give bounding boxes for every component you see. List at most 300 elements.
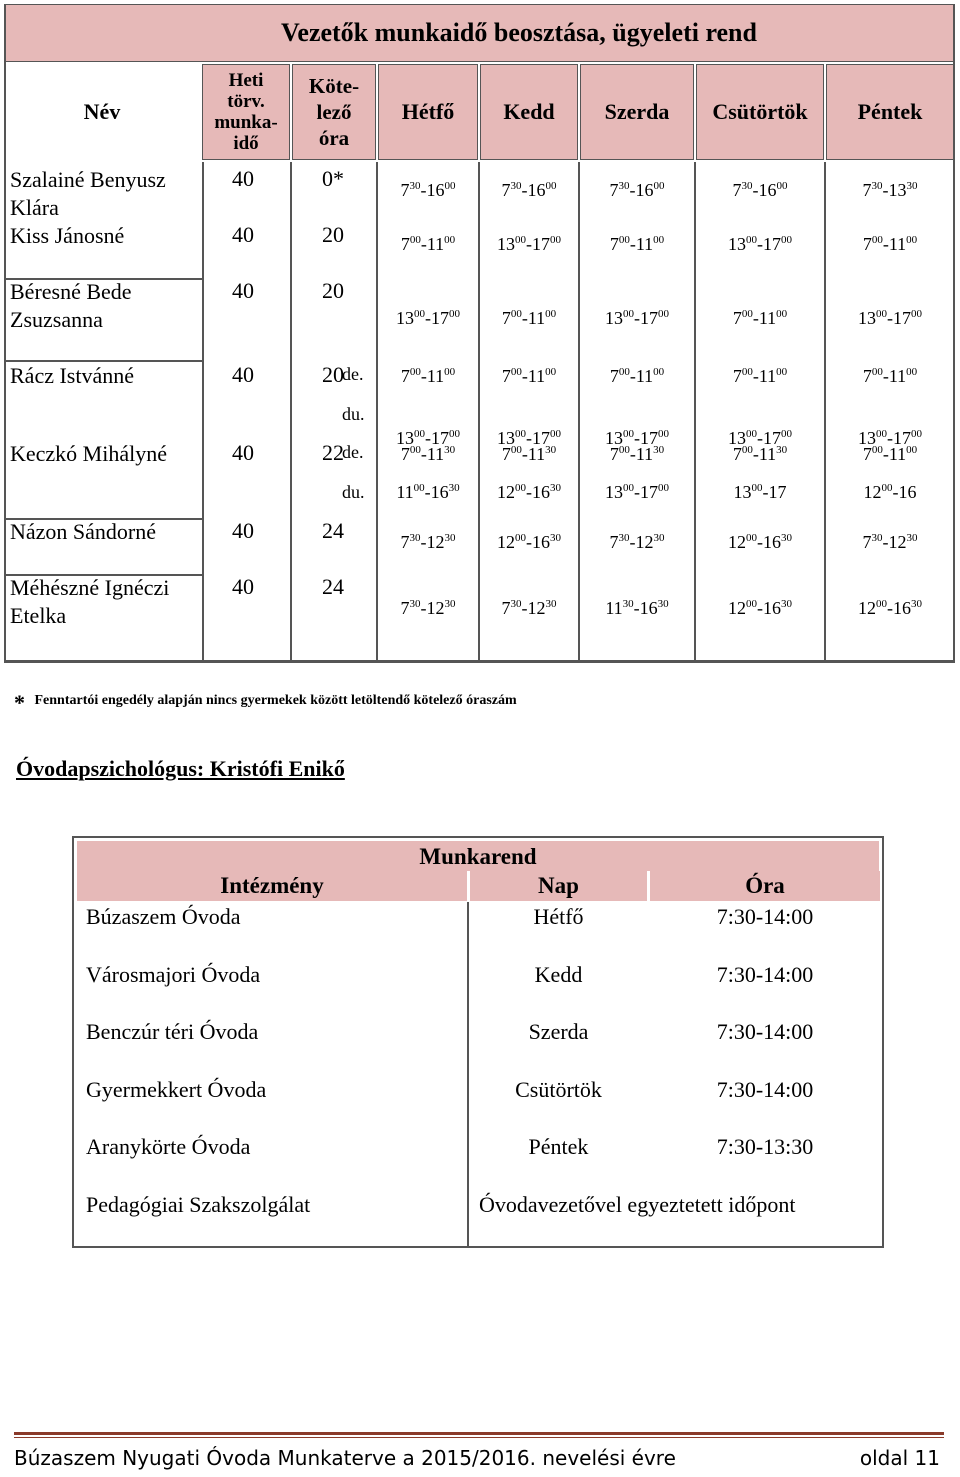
footnote-star: *	[14, 690, 25, 715]
time-cell: $7^{30}-12^{30}$	[400, 532, 456, 552]
time-end-min: 00	[449, 308, 460, 320]
row-heti: 40	[232, 166, 254, 191]
time-start-min: 00	[510, 308, 522, 320]
time-cell: $7^{00}-11^{00}$	[501, 308, 557, 328]
time-end-min: 30	[545, 444, 557, 456]
time-start-min: 00	[618, 366, 630, 378]
header-day-3: Csütörtök	[696, 64, 824, 160]
header-day-1: Kedd	[480, 64, 578, 160]
time-end-min: 00	[545, 308, 557, 320]
time-start-min: 00	[515, 428, 526, 440]
time-end-min: 30	[781, 598, 792, 610]
time-start-min: 00	[515, 532, 526, 544]
time-start-min: 00	[741, 366, 753, 378]
grid-bottom-2	[4, 661, 955, 663]
time-end-hour: 17	[532, 234, 550, 254]
time-start-hour: 13	[497, 428, 515, 448]
time-start-hour: 13	[728, 234, 746, 254]
time-end-min: 30	[906, 180, 918, 192]
munkarend-ora: 7:30-13:30	[716, 1134, 814, 1159]
time-start-min: 00	[871, 444, 883, 456]
time-end-hour: 16	[426, 180, 445, 200]
time-start-min: 00	[618, 234, 630, 246]
time-cell: $7^{00}-11^{00}$	[609, 234, 665, 254]
time-start-min: 00	[409, 234, 421, 246]
time-end-hour: 11	[426, 234, 445, 254]
munkarend-header-ora: Óra	[650, 871, 880, 901]
time-start-min: 00	[413, 482, 425, 494]
time-cell: $12^{00}-16^{30}$	[728, 598, 792, 618]
time-start-min: 00	[871, 234, 883, 246]
time-cell: $7^{30}-12^{30}$	[609, 532, 665, 552]
time-start-min: 00	[510, 366, 522, 378]
time-end-min: 30	[906, 532, 918, 544]
munkarend-header-nap: Nap	[470, 871, 647, 901]
time-start-hour: 7	[400, 180, 410, 200]
time-end-hour: 11	[635, 366, 654, 386]
time-start-min: 00	[741, 308, 753, 320]
time-end-hour: 17	[431, 428, 449, 448]
time-start-hour: 12	[728, 532, 746, 552]
time-start-min: 30	[871, 532, 883, 544]
time-end-hour: 17	[431, 308, 449, 328]
time-end-hour: 16	[532, 482, 550, 502]
time-end-min: 00	[906, 234, 918, 246]
row-name	[10, 362, 134, 390]
time-start-hour: 7	[732, 308, 742, 328]
time-end-hour: 12	[635, 532, 654, 552]
time-cell: $7^{00}-11^{00}$	[862, 366, 918, 386]
munkarend-table	[72, 836, 884, 1248]
time-cell: $11^{30}-16^{30}$	[605, 598, 669, 618]
time-start-hour: 13	[858, 428, 876, 448]
time-end-min: 00	[658, 308, 669, 320]
time-start-hour: 12	[863, 482, 882, 502]
grid-col-4	[578, 162, 580, 662]
time-end-hour: 16	[893, 598, 911, 618]
row-name-line: Klára	[10, 195, 59, 220]
time-cell: $13^{00}-17^{00}$	[605, 308, 669, 328]
time-end-min: 00	[776, 366, 788, 378]
time-end-hour: 17	[640, 482, 658, 502]
time-end-min: 00	[658, 482, 669, 494]
time-end-hour: 12	[426, 598, 445, 618]
time-end-min: 30	[444, 532, 456, 544]
time-end-hour: 17	[532, 428, 550, 448]
time-start-hour: 7	[501, 180, 511, 200]
row-kotelezo: 0*	[322, 166, 344, 191]
time-end-hour: 17	[640, 428, 658, 448]
time-end-min: 00	[906, 366, 918, 378]
time-end-hour: 16	[430, 482, 449, 502]
time-cell: $7^{00}-11^{00}$	[732, 308, 788, 328]
time-end-min: 00	[653, 180, 665, 192]
time-cell: $12^{00}-16^{30}$	[858, 598, 922, 618]
time-end-min: 30	[776, 444, 788, 456]
munkarend-intezmeny: Gyermekkert Óvoda	[86, 1076, 267, 1102]
row-name	[10, 574, 169, 630]
time-cell: $11^{00}-16^{30}$	[396, 482, 460, 502]
footer-page: oldal 11	[859, 1446, 940, 1470]
munkarend-nap: Szerda	[528, 1019, 589, 1044]
time-cell: $7^{00}-11^{30}$	[501, 444, 557, 464]
grid-col-2	[376, 162, 378, 662]
time-end-min: 00	[911, 428, 922, 440]
row-name-line: Rácz Istvánné	[10, 363, 134, 388]
time-end-min: 30	[545, 598, 557, 610]
munkarend-nap: Óvodavezetővel egyeztetett időpont	[479, 1191, 796, 1217]
time-end-hour: 16	[763, 532, 781, 552]
time-start-min: 30	[871, 180, 883, 192]
time-cell: $7^{30}-13^{30}$	[862, 180, 918, 200]
time-start-min: 00	[876, 428, 887, 440]
time-end-min: 00	[653, 366, 665, 378]
time-end-hour: 11	[527, 366, 546, 386]
time-end-min: 30	[911, 598, 922, 610]
time-start-min: 30	[622, 598, 634, 610]
time-start-hour: 13	[396, 428, 414, 448]
time-end-min: 00	[781, 234, 792, 246]
grid-col-5	[694, 162, 696, 662]
time-start-hour: 7	[400, 598, 410, 618]
time-start-hour: 13	[728, 428, 746, 448]
row-ampm: du.	[342, 404, 365, 424]
time-start-hour: 7	[609, 180, 619, 200]
time-cell: $7^{00}-11^{00}$	[862, 444, 918, 464]
time-start-hour: 7	[400, 532, 410, 552]
time-start-hour: 7	[862, 180, 872, 200]
time-end-min: 00	[911, 308, 922, 320]
time-end-hour: 11	[635, 444, 654, 464]
row-ampm: de.	[342, 442, 364, 462]
time-start-hour: 13	[605, 482, 623, 502]
row-name-line: Etelka	[10, 603, 67, 628]
time-start-hour: 11	[605, 598, 623, 618]
time-end-hour: 11	[527, 444, 546, 464]
time-start-hour: 7	[732, 444, 742, 464]
row-heti: 40	[232, 222, 254, 247]
time-start-min: 30	[618, 532, 630, 544]
time-end-min: 30	[550, 482, 561, 494]
munkarend-nap: Kedd	[534, 961, 583, 987]
munkarend-intezmeny: Búzaszem Óvoda	[86, 904, 241, 929]
time-cell: $13^{00}-17^{00}$	[728, 428, 792, 448]
time-start-min: 00	[414, 308, 425, 320]
time-end-hour: 11	[426, 444, 445, 464]
time-end-min: 00	[449, 428, 460, 440]
time-end-hour: 11	[758, 444, 777, 464]
time-start-min: 00	[746, 428, 757, 440]
row-name-line: Kiss Jánosné	[10, 223, 125, 248]
time-end-hour: 17	[893, 308, 911, 328]
time-start-hour: 13	[497, 234, 515, 254]
row-heti: 40	[232, 362, 254, 387]
time-cell: $7^{00}-11^{30}$	[400, 444, 456, 464]
munkarend-divider	[467, 902, 469, 1246]
time-start-hour: 7	[609, 444, 619, 464]
time-cell: $7^{00}-11^{00}$	[501, 366, 557, 386]
row-name-line: Keczkó Mihályné	[10, 441, 167, 466]
time-end-hour: 17	[763, 428, 781, 448]
time-start-hour: 13	[605, 428, 623, 448]
time-start-hour: 11	[396, 482, 414, 502]
time-start-hour: 7	[862, 366, 872, 386]
munkarend-intezmeny: Pedagógiai Szakszolgálat	[86, 1191, 311, 1217]
time-end-min: 00	[658, 428, 669, 440]
munkarend-title: Munkarend	[77, 841, 879, 871]
time-end-hour: 12	[888, 532, 907, 552]
time-start-hour: 7	[501, 444, 511, 464]
time-cell: $7^{30}-12^{30}$	[501, 598, 557, 618]
time-start-hour: 7	[501, 308, 511, 328]
time-start-hour: 7	[501, 366, 511, 386]
time-end-min: 00	[444, 366, 456, 378]
time-end-min: 00	[653, 234, 665, 246]
time-start-min: 00	[515, 482, 526, 494]
munkarend-intezmeny: Városmajori Óvoda	[86, 961, 261, 987]
time-start-min: 00	[746, 234, 757, 246]
grid-col-6	[824, 162, 826, 662]
time-start-min: 30	[409, 598, 421, 610]
time-start-min: 30	[510, 180, 522, 192]
grid-col-1	[290, 162, 292, 662]
schedule-title: Vezetők munkaidő beosztása, ügyeleti rend	[4, 4, 954, 62]
time-cell: $7^{00}-11^{30}$	[732, 444, 788, 464]
time-end-hour: 11	[527, 308, 546, 328]
time-start-min: 00	[515, 234, 526, 246]
time-start-min: 00	[881, 482, 893, 494]
time-end-min: 30	[657, 598, 669, 610]
time-cell: $7^{30}-12^{30}$	[400, 598, 456, 618]
time-end-hour: 16	[532, 532, 550, 552]
time-cell: $7^{30}-16^{00}$	[501, 180, 557, 200]
time-end-hour: 11	[635, 234, 654, 254]
time-start-min: 00	[751, 482, 763, 494]
time-end-hour: 12	[426, 532, 445, 552]
header-heti: Heti törv. munka- idő	[202, 64, 290, 160]
time-cell: $12^{00}-16^{30}$	[497, 482, 561, 502]
row-kotelezo: 22	[322, 440, 344, 465]
row-name	[10, 440, 167, 468]
time-end-hour: 17	[640, 308, 658, 328]
time-cell: $13^{00}-17^{00}$	[858, 428, 922, 448]
time-start-hour: 12	[728, 598, 746, 618]
time-cell: $7^{00}-11^{00}$	[862, 234, 918, 254]
time-start-min: 00	[741, 444, 753, 456]
row-kotelezo: 20	[322, 362, 344, 387]
time-end-hour: 16	[763, 598, 781, 618]
time-start-hour: 7	[400, 366, 410, 386]
time-start-hour: 7	[862, 444, 872, 464]
time-start-hour: 7	[501, 598, 511, 618]
time-end-min: 00	[781, 428, 792, 440]
time-start-hour: 7	[400, 234, 410, 254]
munkarend-intezmeny: Benczúr téri Óvoda	[86, 1019, 259, 1044]
time-cell: $12^{00}-16^{30}$	[728, 532, 792, 552]
time-cell: $7^{00}-11^{00}$	[609, 366, 665, 386]
munkarend-ora: 7:30-14:00	[716, 1076, 814, 1102]
time-start-hour: 7	[732, 180, 742, 200]
time-start-hour: 7	[862, 532, 872, 552]
header-day-0: Hétfő	[378, 64, 478, 160]
munkarend-ora: 7:30-14:00	[716, 961, 814, 987]
time-start-min: 30	[618, 180, 630, 192]
header-kotelezo: Köte- lező óra	[292, 64, 376, 160]
footer-rule-thin	[14, 1437, 944, 1438]
time-cell: $13^{00}-17^{00}$	[396, 308, 460, 328]
munkarend-nap: Hétfő	[533, 904, 584, 929]
row-name-line: Szalainé Benyusz	[10, 167, 166, 192]
time-start-hour: 7	[609, 532, 619, 552]
time-start-hour: 12	[497, 532, 515, 552]
time-end-hour: 16	[898, 482, 917, 502]
psychologist-heading: Óvodapszichológus: Kristófi Enikő	[16, 756, 345, 781]
time-cell: $13^{00}-17^{00}$	[396, 428, 460, 448]
time-start-min: 00	[746, 598, 757, 610]
time-end-min: 00	[444, 234, 456, 246]
time-start-hour: 7	[862, 234, 872, 254]
header-day-2: Szerda	[580, 64, 694, 160]
time-end-hour: 12	[527, 598, 546, 618]
row-name	[10, 222, 124, 250]
time-cell: $12^{00}-16^{30}$	[497, 532, 561, 552]
grid-left	[4, 4, 6, 662]
time-start-min: 30	[741, 180, 753, 192]
row-heti: 40	[232, 278, 254, 303]
time-start-min: 00	[414, 428, 425, 440]
time-end-min: 30	[444, 598, 456, 610]
time-end-min: 30	[448, 482, 460, 494]
time-end-min: 00	[776, 180, 788, 192]
row-kotelezo: 24	[322, 518, 344, 543]
row-name-line: Méhészné Ignéczi	[10, 575, 170, 600]
time-end-hour: 16	[527, 180, 546, 200]
time-cell: $13^{00}-17^{00}$	[605, 428, 669, 448]
time-start-min: 00	[876, 308, 887, 320]
time-end-hour: 13	[888, 180, 907, 200]
time-end-hour: 16	[635, 180, 654, 200]
row-kotelezo: 20	[322, 222, 344, 247]
time-start-min: 00	[623, 428, 634, 440]
time-end-hour: 11	[888, 444, 907, 464]
time-start-hour: 7	[400, 444, 410, 464]
time-end-min: 00	[545, 366, 557, 378]
time-start-hour: 13	[396, 308, 414, 328]
time-start-min: 00	[623, 482, 634, 494]
row-ampm: de.	[342, 364, 364, 384]
time-cell: $7^{00}-11^{30}$	[609, 444, 665, 464]
time-start-hour: 7	[609, 366, 619, 386]
time-end-hour: 16	[639, 598, 658, 618]
grid-col-0	[202, 162, 204, 662]
munkarend-ora: 7:30-14:00	[716, 904, 814, 929]
time-cell: $13^{00}-17^{00}$	[497, 428, 561, 448]
munkarend-nap: Csütörtök	[515, 1076, 602, 1102]
time-end-min: 30	[653, 532, 665, 544]
grid-col-3	[478, 162, 480, 662]
time-cell: $13^{00}-17$	[733, 482, 787, 502]
time-start-min: 00	[409, 444, 421, 456]
time-end-min: 00	[550, 428, 561, 440]
time-start-hour: 13	[733, 482, 752, 502]
time-end-hour: 11	[758, 366, 777, 386]
time-start-min: 30	[409, 180, 421, 192]
time-cell: $7^{30}-12^{30}$	[862, 532, 918, 552]
time-cell: $7^{00}-11^{00}$	[400, 366, 456, 386]
time-end-hour: 11	[426, 366, 445, 386]
time-cell: $13^{00}-17^{00}$	[497, 234, 561, 254]
time-end-hour: 17	[893, 428, 911, 448]
munkarend-nap: Péntek	[528, 1134, 589, 1159]
time-end-min: 30	[444, 444, 456, 456]
time-start-min: 00	[876, 598, 887, 610]
time-start-min: 00	[871, 366, 883, 378]
time-end-hour: 11	[758, 308, 777, 328]
row-kotelezo: 24	[322, 574, 344, 599]
time-start-min: 00	[409, 366, 421, 378]
time-start-hour: 12	[858, 598, 876, 618]
munkarend-ora: 7:30-14:00	[716, 1019, 814, 1044]
munkarend-header-intezmeny: Intézmény	[77, 871, 467, 901]
row-kotelezo: 20	[322, 278, 344, 303]
footer-left: Búzaszem Nyugati Óvoda Munkaterve a 2015/2016. nevelési évre	[14, 1446, 676, 1470]
time-start-min: 00	[623, 308, 634, 320]
row-heti: 40	[232, 440, 254, 465]
time-cell: $13^{00}-17^{00}$	[605, 482, 669, 502]
time-end-hour: 11	[888, 366, 907, 386]
row-name	[10, 518, 156, 546]
time-start-hour: 12	[497, 482, 515, 502]
time-start-min: 30	[510, 598, 522, 610]
time-start-hour: 13	[858, 308, 876, 328]
header-day-4: Péntek	[826, 64, 954, 160]
time-start-min: 30	[409, 532, 421, 544]
header-name: Név	[83, 99, 121, 124]
time-start-min: 00	[746, 532, 757, 544]
munkarend-intezmeny: Aranykörte Óvoda	[86, 1134, 251, 1159]
time-start-hour: 7	[609, 234, 619, 254]
time-cell: $7^{30}-16^{00}$	[732, 180, 788, 200]
time-cell: $7^{30}-16^{00}$	[400, 180, 456, 200]
time-end-min: 00	[545, 180, 557, 192]
time-end-min: 00	[776, 308, 788, 320]
row-name-line: Béresné Bede	[10, 279, 132, 304]
row-name-line: Zsuzsanna	[10, 307, 103, 332]
time-start-hour: 13	[605, 308, 623, 328]
time-end-hour: 17	[763, 234, 781, 254]
time-end-min: 00	[444, 180, 456, 192]
time-end-min: 30	[653, 444, 665, 456]
time-end-hour: 16	[758, 180, 777, 200]
time-start-min: 00	[510, 444, 522, 456]
time-start-hour: 7	[732, 366, 742, 386]
time-end-hour: 11	[888, 234, 907, 254]
row-heti: 40	[232, 574, 254, 599]
time-cell: $7^{30}-16^{00}$	[609, 180, 665, 200]
time-cell: $7^{00}-11^{00}$	[732, 366, 788, 386]
footnote-text: Fenntartói engedély alapján nincs gyermekek között letöltendő kötelező óraszám	[34, 693, 517, 708]
time-cell: $7^{00}-11^{00}$	[400, 234, 456, 254]
row-name	[10, 166, 166, 222]
row-heti: 40	[232, 518, 254, 543]
footer-rule	[14, 1432, 944, 1435]
grid-right	[953, 4, 955, 662]
row-name-line: Názon Sándorné	[10, 519, 157, 544]
footnote	[14, 690, 517, 716]
time-end-min: 00	[906, 444, 918, 456]
row-ampm: du.	[342, 482, 365, 502]
time-cell: $12^{00}-16$	[863, 482, 917, 502]
